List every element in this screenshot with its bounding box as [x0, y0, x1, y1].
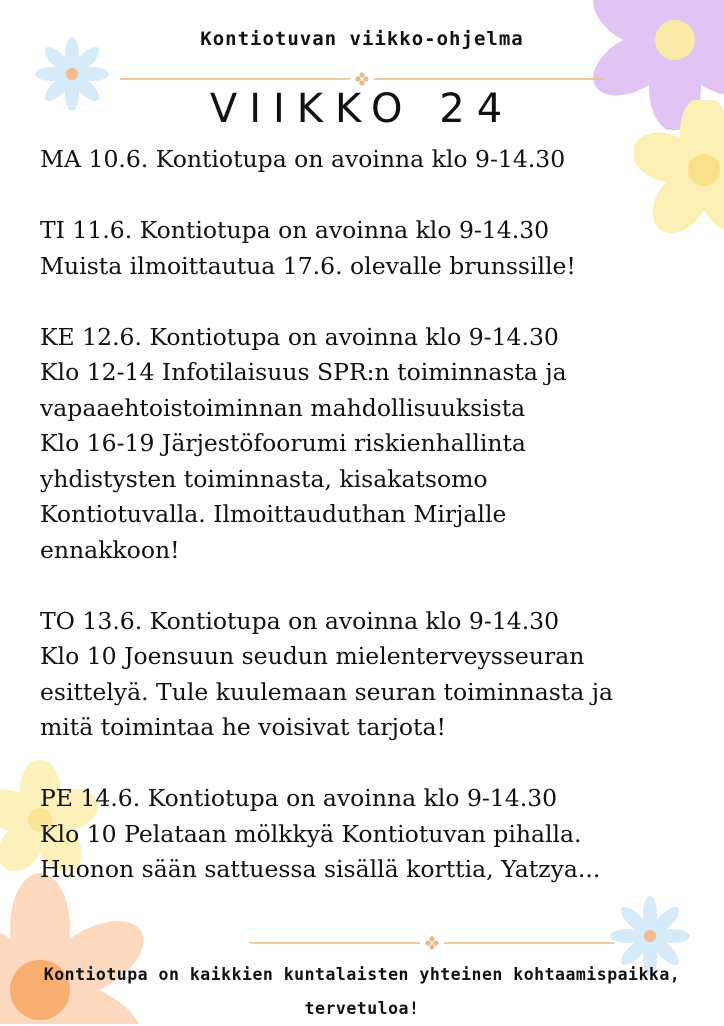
schedule-line: KE 12.6. Kontiotupa on avoinna klo 9-14.30	[40, 322, 559, 351]
schedule-line: mitä toimintaa he voisivat tarjota!	[40, 713, 446, 741]
day-tuesday	[40, 213, 700, 284]
schedule-line: TO 13.6. Kontiotupa on avoinna klo 9-14.30	[40, 606, 560, 635]
schedule-line: Klo 10 Pelataan mölkkyä Kontiotuvan pihalla.	[40, 819, 582, 848]
schedule-line: Kontiotuvalla. Ilmoittauduthan Mirjalle	[40, 500, 507, 528]
footer-line: Kontiotupa on kaikkien kuntalaisten yhteinen kohtaamispaikka,	[43, 965, 681, 984]
schedule-line: Klo 16-19 Järjestöfoorumi riskienhallinta	[40, 429, 526, 457]
schedule-line: Klo 10 Joensuun seudun mielenterveysseuran	[40, 642, 585, 670]
schedule-line: Muista ilmoittautua 17.6. olevalle brunssille!	[40, 251, 576, 280]
weekly-schedule	[40, 142, 700, 923]
bottom-divider-ornament	[250, 934, 614, 952]
day-thursday	[40, 604, 700, 746]
schedule-line: yhdistysten toiminnasta, kisakatsomo	[40, 464, 488, 493]
schedule-line: Klo 12-14 Infotilaisuus SPR:n toiminnasta ja	[40, 358, 567, 386]
footer-line: tervetuloa!	[304, 999, 420, 1018]
schedule-line: esittelyä. Tule kuulemaan seuran toiminnasta ja	[40, 677, 613, 706]
week-title: VIIKKO 24	[209, 86, 515, 132]
day-monday	[40, 142, 700, 178]
schedule-line: TI 11.6. Kontiotupa on avoinna klo 9-14.30	[40, 216, 550, 244]
schedule-line: PE 14.6. Kontiotupa on avoinna klo 9-14.30	[40, 784, 558, 812]
schedule-line: Huonon sään sattuessa sisällä korttia, Yatzya...	[40, 855, 601, 883]
footer-message	[0, 958, 724, 1026]
schedule-line: ennakkoon!	[40, 535, 180, 564]
schedule-line: MA 10.6. Kontiotupa on avoinna klo 9-14.30	[40, 145, 566, 173]
day-wednesday	[40, 320, 700, 569]
schedule-line: vapaaehtoistoiminnan mahdollisuuksista	[40, 393, 526, 422]
day-friday	[40, 781, 700, 888]
page-header-title: Kontiotuvan viikko-ohjelma	[200, 28, 524, 50]
